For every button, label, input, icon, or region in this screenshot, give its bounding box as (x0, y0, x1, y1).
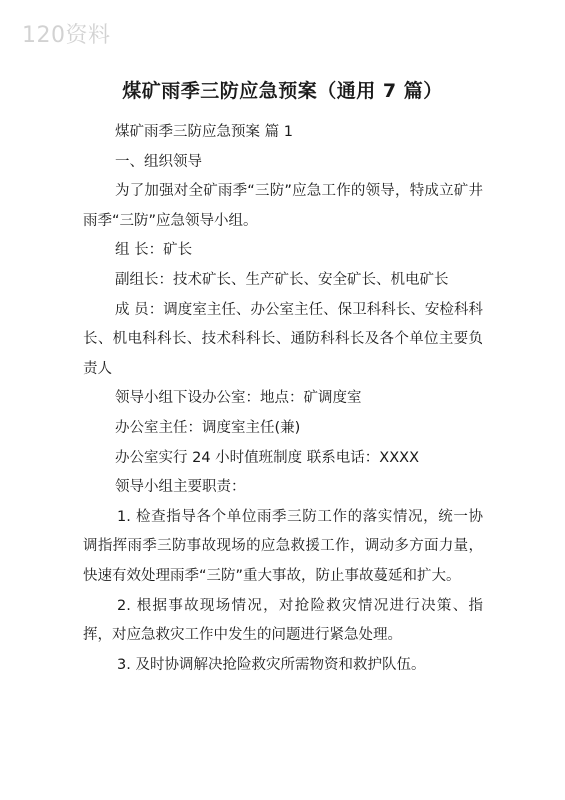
paragraph: 办公室实行 24 小时值班制度 联系电话：XXXX (115, 449, 420, 466)
watermark: 120资料 (22, 23, 111, 48)
paragraph: 组 长：矿长 (115, 242, 193, 259)
section-heading: 煤矿雨季三防应急预案 篇 1 (115, 124, 293, 140)
list-item: 2. 根据事故现场情况，对抢险救灾情况进行决策、指挥，对应急救灾工作中发生的问题进行紧急处理。 (83, 597, 483, 644)
paragraph: 副组长：技术矿长、生产矿长、安全矿长、机电矿长 (115, 271, 449, 288)
paragraph: 领导小组主要职责： (115, 479, 246, 496)
paragraph: 办公室主任：调度室主任(兼) (115, 419, 301, 436)
subsection-heading: 一、组织领导 (115, 153, 202, 170)
paragraph: 为了加强对全矿雨季“三防”应急工作的领导，特成立矿井雨季“三防”应急领导小组。 (83, 183, 483, 229)
document-body (83, 118, 483, 680)
list-item: 1. 检查指导各个单位雨季三防工作的落实情况，统一协调指挥雨季三防事故现场的应急救援工作，调动多方面力量，快速有效处理雨季“三防”重大事故，防止事故蔓延和扩大。 (83, 508, 483, 584)
paragraph: 成 员：调度室主任、办公室主任、保卫科科长、安检科科长、机电科科长、技术科科长、通防科科长及各个单位主要负责人 (83, 301, 483, 377)
document-title: 煤矿雨季三防应急预案（通用 7 篇） (122, 80, 443, 102)
list-item: 3. 及时协调解决抢险救灾所需物资和救护队伍。 (117, 656, 426, 673)
paragraph: 领导小组下设办公室：地点：矿调度室 (115, 390, 362, 407)
